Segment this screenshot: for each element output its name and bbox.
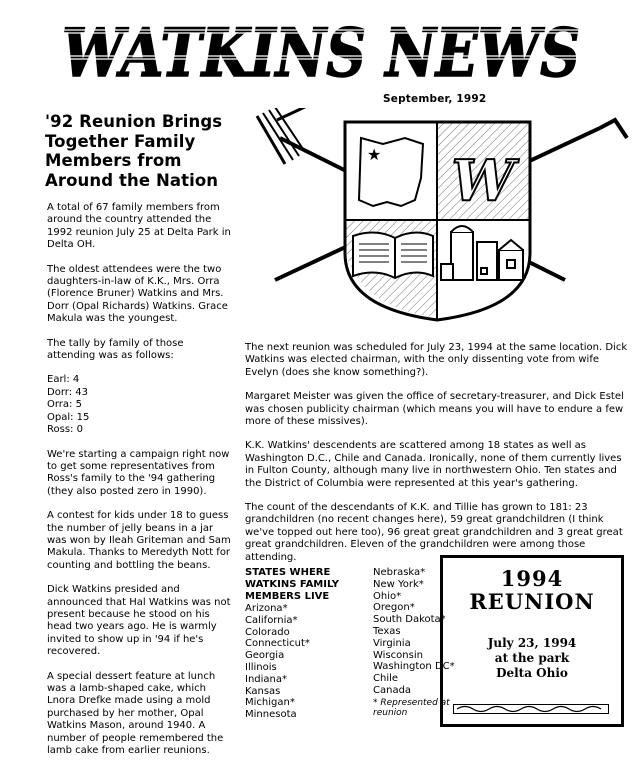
reunion-year: 1994 [500, 566, 564, 591]
article-headline [45, 112, 245, 190]
tally-item: Orra: 5 [47, 399, 82, 411]
state-item: Canada [373, 684, 412, 696]
states-list-left [245, 603, 310, 721]
masthead-title: WATKINS NEWS [62, 14, 580, 90]
state-item: Virginia [373, 637, 411, 649]
states-heading-line: WATKINS FAMILY [245, 578, 340, 590]
tally-item: Dorr: 43 [47, 386, 88, 398]
state-item: Arizona* [245, 603, 288, 614]
state-item: Minnesota [245, 709, 297, 721]
reunion-detail-line: at the park [494, 651, 570, 665]
state-item: Washington DC* [373, 661, 455, 673]
paragraph: A special dessert feature at lunch was a lamb-shaped cake, which Lnora Drefke made using a mold purchased by her mother, Opal Watkins Mason, around 1940. A number of people remembered the lamb cake from earlier reunions. [47, 670, 224, 757]
masthead [0, 0, 642, 90]
paragraph: K.K. Watkins' descendents are scattered among 18 states as well as Washington D.C., Chile and Canada. Ironically, none of them currently lives in Fulton County, although many live in northwestern Ohio. Ten states and the District of Columbia were represented at this year's gathering. [245, 440, 622, 489]
state-item: Texas [373, 625, 401, 637]
middle-column [245, 342, 630, 576]
states-footnote: * Represented at reunion [373, 697, 450, 718]
paragraph: Dick Watkins presided and announced that Hal Watkins was not present because he stood on his head two years ago. He is warmly invited to show up in '94 if he's recovered. [47, 584, 231, 658]
state-item: Illinois [245, 661, 277, 673]
state-item: Connecticut* [245, 638, 310, 650]
states-heading [245, 567, 355, 602]
family-crest-illustration [255, 108, 630, 328]
reunion-detail-line: Delta Ohio [496, 666, 568, 680]
paragraph: We're starting a campaign right now to get some representatives from Ross's family to the '94 gathering (they also posted zero in 1990). [47, 448, 230, 497]
paragraph: Margaret Meister was given the office of secretary-treasurer, and Dick Estel was chosen publicity chairman (which means you will have to endure a few more of these missives). [245, 391, 624, 428]
state-item: Colorado [245, 626, 290, 638]
state-item: South Dakota* [373, 614, 446, 626]
state-item: Nebraska* [373, 567, 426, 578]
headline-line: '92 Reunion Brings [45, 112, 223, 131]
tally-item: Ross: 0 [47, 424, 83, 436]
reunion-detail-line: July 23, 1994 [487, 636, 577, 650]
issue-date: September, 1992 [383, 93, 487, 105]
states-heading-line: STATES WHERE [245, 567, 331, 578]
headline-line: Around the Nation [45, 170, 219, 190]
reunion-title: REUNION [469, 589, 595, 614]
state-item: Kansas [245, 685, 281, 697]
paragraph: The count of the descendants of K.K. and Tillie has grown to 181: 23 grandchildren (no recent changes here), 59 great grandchildren (I think we've topped out here too), 96 great great grandchildren and 3 great great great grandchildren. Eleven of the grandchildren were among those attending. [245, 502, 623, 563]
left-column [47, 202, 232, 769]
tally-list [47, 374, 232, 436]
reunion-announcement-box [440, 555, 624, 727]
open-book-icon [353, 232, 433, 278]
headline-line: Members from [45, 151, 182, 170]
decorative-border-icon [453, 704, 609, 714]
states-heading-line: MEMBERS LIVE [245, 590, 330, 602]
reunion-details [443, 636, 621, 681]
tally-item: Earl: 4 [47, 374, 80, 386]
state-item: New York* [373, 578, 424, 590]
monogram-w: W [451, 148, 515, 214]
svg-text:★: ★ [367, 145, 382, 164]
paragraph: A contest for kids under 18 to guess the number of jelly beans in a jar was won by Ileah Griteman and Sam Makula. Thanks to Meredyth Nott for counting and bottling the beans. [47, 510, 231, 571]
ohio-map-icon [359, 138, 423, 206]
state-item: Indiana* [245, 673, 288, 685]
paragraph: A total of 67 family members from around the country attended the 1992 reunion July 25 at Delta Park in Delta OH. [47, 202, 231, 251]
paragraph: The oldest attendees were the two daughters-in-law of K.K., Mrs. Orra (Florence Bruner) Watkins and Mrs. Dorr (Opal Richards) Watkins. Grace Makula was the youngest. [47, 263, 228, 325]
state-item: Ohio* [373, 590, 402, 602]
tally-item: Opal: 15 [47, 411, 90, 423]
paragraph: The tally by family of those attending was as follows: [47, 337, 184, 362]
state-item: Wisconsin [373, 649, 423, 661]
state-item: Chile [373, 673, 399, 685]
headline-line: Together Family [45, 131, 196, 151]
paragraph: The next reunion was scheduled for July 23, 1994 at the same location. Dick Watkins was elected chairman, with the only dissenting vote from wife Evelyn (does she know something?). [245, 342, 628, 378]
state-item: California* [245, 614, 298, 626]
state-item: Georgia [245, 650, 285, 662]
state-item: Michigan* [245, 697, 295, 709]
state-item: Oregon* [373, 602, 415, 614]
